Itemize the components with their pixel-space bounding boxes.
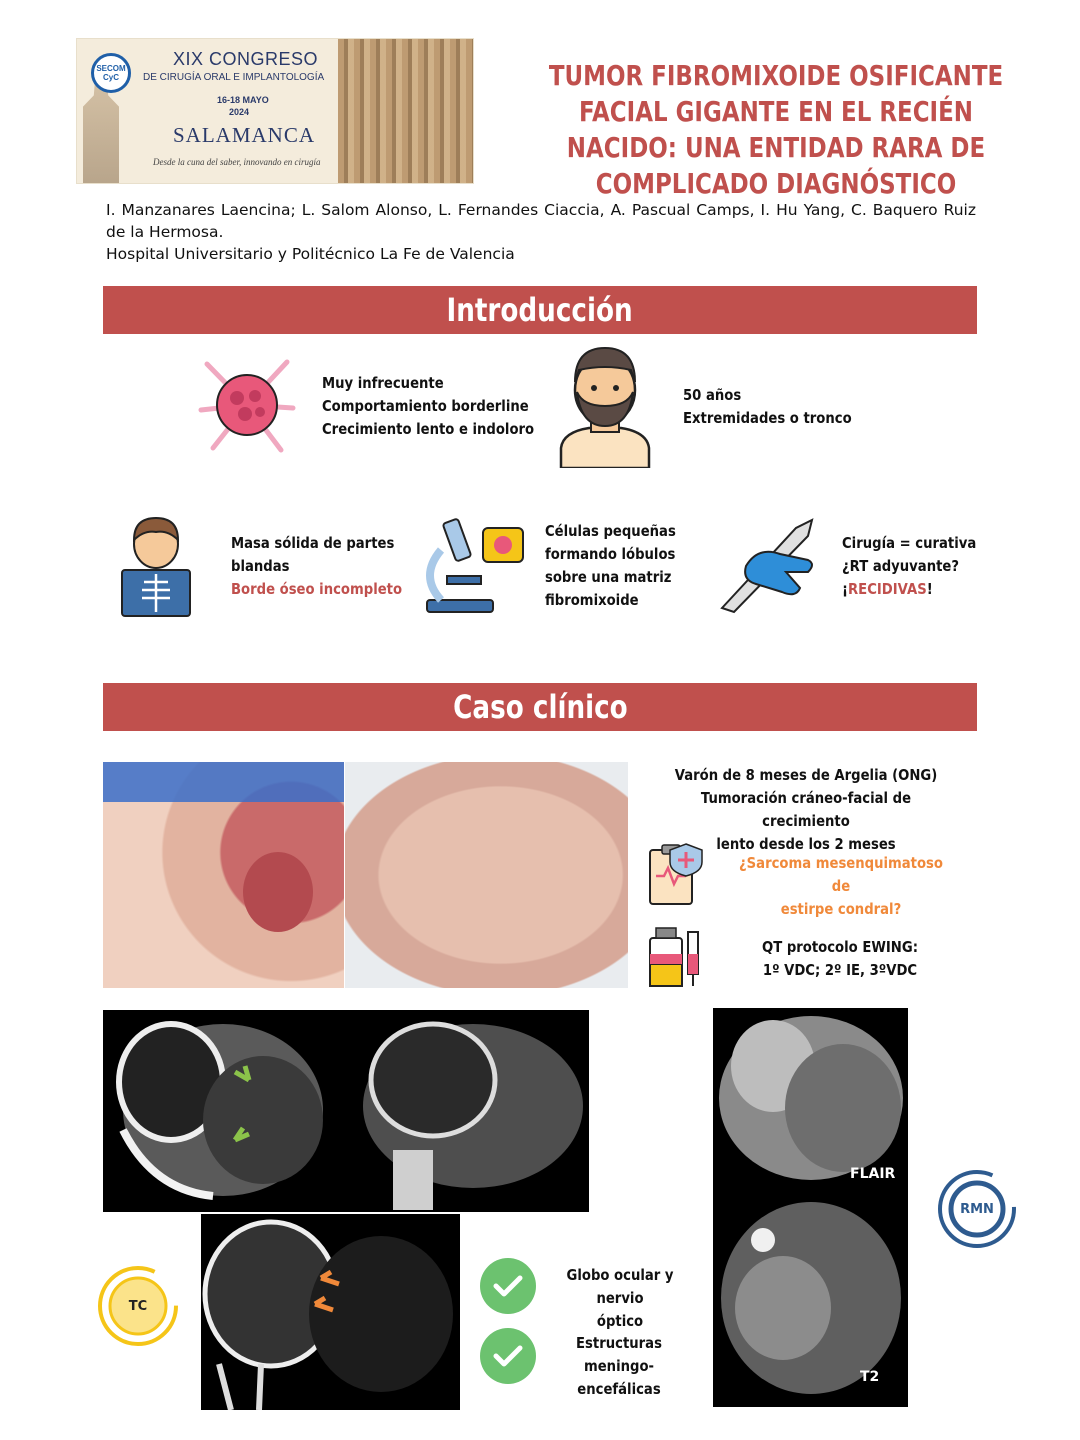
case-suspicion-line: ¿Sarcoma mesenquimatoso de (739, 854, 943, 895)
patient-photo-front (103, 762, 344, 988)
authors: I. Manzanares Laencina; L. Salom Alonso, L. Fernandes Ciaccia, A. Pascual Camps, I. Hu Yang, C. Baquero Ruiz de la Hermosa. (106, 201, 976, 241)
intro-micro-line: formando lóbulos (545, 545, 676, 563)
intro-xray-text (231, 532, 402, 601)
poster-title: TUMOR FIBROMIXOIDE OSIFICANTE FACIAL GIGANTE EN EL RECIÉN NACIDO: UNA ENTIDAD RARA DE COMPLICADO DIAGNÓSTICO (548, 59, 1004, 200)
intro-micro-line: Células pequeñas (545, 522, 676, 540)
rmn-badge: RMN (960, 1201, 994, 1217)
intro-micro-line: sobre una matriz (545, 568, 672, 586)
child-xray-icon (120, 514, 192, 618)
congress-year: 2024 (229, 107, 250, 117)
ct-coronal-scan (201, 1214, 460, 1410)
tumor-mass (243, 852, 313, 932)
recurrence-prefix: ¡ (842, 580, 849, 598)
congress-subtitle: DE CIRUGÍA ORAL E IMPLANTOLOGÍA (143, 72, 325, 83)
secom-logo: SECOM CyC (91, 53, 131, 93)
case-desc-line: Tumoración cráneo-facial de crecimiento (700, 789, 912, 830)
patient-photo-profile (345, 762, 628, 988)
congress-name: XIX CONGRESO (173, 49, 319, 69)
facade-illustration (338, 39, 473, 184)
intro-xray-highlight: Borde óseo incompleto (231, 580, 403, 598)
case-heading: Caso clínico (452, 688, 628, 726)
hospital: Hospital Universitario y Politécnico La Fe de Valencia (106, 245, 515, 263)
intro-surgery-line: ¿RT adyuvante? (842, 557, 960, 575)
intro-tumor-line: Crecimiento lento e indoloro (322, 420, 535, 438)
microscope-icon (417, 516, 525, 616)
congress-banner (76, 38, 474, 184)
medical-report-icon (646, 842, 704, 906)
case-treatment-line: 1º VDC; 2º IE, 3ºVDC (762, 961, 918, 979)
case-description (667, 764, 945, 856)
case-treatment-line: QT protocolo EWING: (762, 938, 918, 956)
mri-panel (713, 1008, 908, 1407)
flair-label: FLAIR (850, 1166, 896, 1182)
intro-xray-line: blandas (231, 557, 290, 575)
tc-badge: TC (128, 1298, 148, 1314)
intro-surgery-line: Cirugía = curativa (842, 534, 977, 552)
check-item-line: Globo ocular y nervio (566, 1266, 674, 1307)
intro-heading-bar (103, 286, 977, 334)
case-suspicion-line: estirpe condral? (780, 900, 902, 918)
check-icon (493, 1274, 523, 1298)
ct-scan-image (103, 1010, 589, 1212)
intro-surgery-text (842, 532, 976, 601)
congress-dates: 16-18 MAYO (217, 95, 269, 105)
check-item-line: óptico (596, 1312, 644, 1330)
check-item-line: Estructuras (576, 1334, 662, 1352)
check-item-2-text (546, 1332, 692, 1401)
intro-tumor-line: Comportamiento borderline (322, 397, 529, 415)
case-desc-line: lento desde los 2 meses (716, 835, 896, 853)
surgical-drape (103, 762, 344, 802)
intro-recurrence-line (842, 578, 976, 601)
case-heading-bar (103, 683, 977, 731)
check-item-line: meningo-encefálicas (577, 1357, 661, 1398)
recurrence-suffix: ! (926, 580, 933, 598)
case-suspicion (731, 852, 951, 921)
intro-tumor-text (322, 372, 534, 441)
intro-xray-line: Masa sólida de partes (231, 534, 395, 552)
case-desc-line: Varón de 8 meses de Argelia (ONG) (674, 766, 938, 784)
t2-label: T2 (860, 1369, 880, 1385)
adult-man-icon (553, 344, 657, 468)
ct-scan-panel (103, 1010, 589, 1212)
scalpel-icon (716, 514, 820, 614)
check-circle-2 (480, 1328, 536, 1384)
intro-patient-text (683, 384, 852, 430)
ct-coronal-image (201, 1214, 460, 1410)
check-circle-1 (480, 1258, 536, 1314)
intro-micro-text (545, 520, 676, 612)
intro-tumor-line: Muy infrecuente (322, 374, 444, 392)
intro-micro-line: fibromixoide (545, 591, 639, 609)
mri-image (713, 1008, 908, 1407)
intro-patient-line: 50 años (683, 386, 742, 404)
tumor-cell-icon (193, 350, 301, 460)
case-treatment (734, 936, 945, 982)
intro-heading: Introducción (446, 291, 634, 329)
vial-syringe-icon (646, 924, 704, 988)
check-icon (493, 1344, 523, 1368)
check-item-1-text (550, 1264, 691, 1333)
recurrence-highlight: RECIDIVAS (848, 580, 927, 598)
congress-motto: Desde la cuna del saber, innovando en cirugía (153, 157, 321, 167)
intro-patient-line: Extremidades o tronco (683, 409, 852, 427)
congress-city: SALAMANCA (173, 123, 316, 147)
